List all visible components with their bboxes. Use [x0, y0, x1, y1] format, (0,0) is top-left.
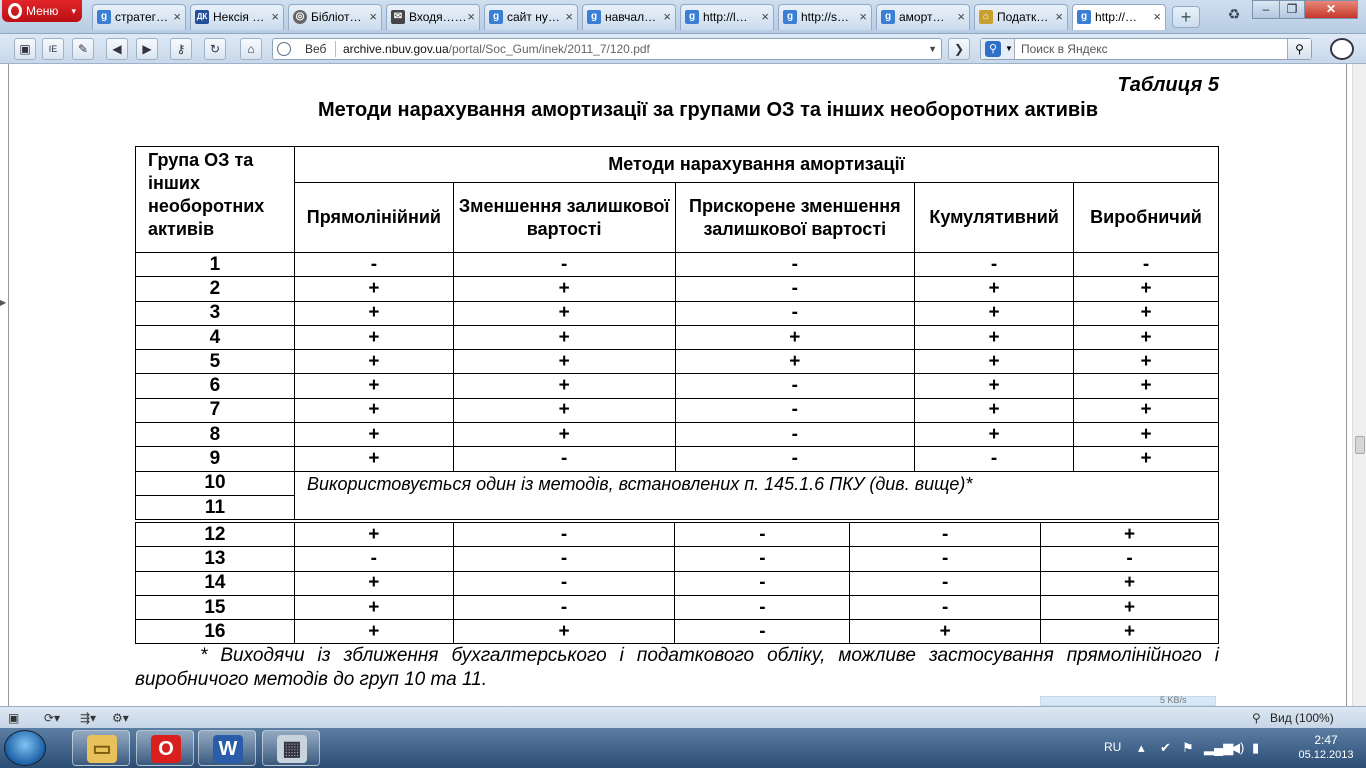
table-row [136, 547, 1219, 571]
method-cell: + [453, 277, 675, 301]
method-cell: + [453, 620, 675, 644]
clock-date: 05.12.2013 [1298, 749, 1354, 761]
browser-tab[interactable] [288, 4, 382, 30]
method-cell: + [850, 620, 1041, 644]
calculator-icon[interactable]: ▦ [262, 730, 320, 766]
method-cell: - [675, 447, 915, 471]
method-cell: - [675, 277, 915, 301]
window-controls [1252, 0, 1362, 20]
minimize-button[interactable]: – [1252, 0, 1280, 19]
close-tab-icon[interactable]: × [467, 9, 475, 24]
panel-toggle-icon[interactable]: ▣ [8, 711, 20, 725]
method-cell: - [1074, 253, 1219, 277]
new-tab-button[interactable]: + [1172, 6, 1200, 28]
browser-tab[interactable] [190, 4, 284, 30]
column-header: Виробничий [1074, 183, 1219, 253]
back-button[interactable]: ◀ [106, 38, 128, 60]
key-icon[interactable]: ⚷ [170, 38, 192, 60]
group-cell: 14 [136, 571, 295, 595]
restore-button[interactable]: ❐ [1279, 0, 1305, 19]
table-row [136, 374, 1219, 398]
tab-label: http://… [1095, 10, 1138, 24]
settings-icon[interactable]: ⚙▾ [112, 711, 129, 725]
method-cell: + [453, 325, 675, 349]
search-input[interactable]: Поиск в Яндекс [1021, 42, 1108, 56]
save-icon[interactable]: ▣ [14, 38, 36, 60]
browser-tab[interactable] [1072, 4, 1166, 30]
method-cell: - [850, 571, 1041, 595]
group-cell: 11 [136, 495, 295, 519]
address-bar[interactable] [272, 38, 942, 60]
go-button[interactable]: ❯ [948, 38, 970, 60]
method-cell: + [294, 571, 453, 595]
method-cell: - [915, 253, 1074, 277]
scrollbar-thumb[interactable] [1355, 436, 1365, 454]
method-cell: + [294, 301, 453, 325]
pdf-page [0, 64, 1352, 706]
method-cell: - [675, 374, 915, 398]
windows-taskbar [0, 728, 1366, 768]
method-cell: + [1041, 620, 1219, 644]
method-cell: + [1074, 447, 1219, 471]
method-cell: + [915, 301, 1074, 325]
method-cell: - [675, 595, 850, 619]
browser-tab-bar [0, 0, 1366, 34]
group-cell: 1 [136, 253, 295, 277]
forward-button[interactable]: ▶ [136, 38, 158, 60]
method-cell: + [294, 447, 453, 471]
table-title: Методи нарахування амортизації за групами ОЗ та інших необоротних активів [317, 99, 1099, 121]
close-tab-icon[interactable]: × [859, 9, 867, 24]
method-cell: - [453, 447, 675, 471]
group-cell: 9 [136, 447, 295, 471]
browser-tab[interactable] [92, 4, 186, 30]
sync-icon[interactable]: ⟳▾ [44, 711, 61, 725]
method-cell: - [1041, 547, 1219, 571]
close-tab-icon[interactable]: × [565, 9, 573, 24]
method-cell: - [294, 253, 453, 277]
merged-note: Використовується один із методів, встановлених п. 145.1.6 ПКУ (див. вище)* [294, 471, 1218, 520]
close-button[interactable]: ✕ [1304, 0, 1358, 19]
table-caption: Таблиця 5 [1117, 74, 1219, 96]
explorer-icon[interactable]: ▭ [72, 730, 130, 766]
footnote: * Виходячи із зближення бухгалтерського і податкового обліку, можливе застосування прямолінійного і виробничого методів до груп 10 та 11. [135, 645, 1219, 690]
close-tab-icon[interactable]: × [173, 9, 181, 24]
search-engine-selector[interactable] [981, 39, 1015, 59]
zoom-icon: ⚲ [1252, 711, 1261, 725]
clock-icon[interactable] [1330, 38, 1354, 60]
method-cell: + [675, 350, 915, 374]
method-cell: + [453, 398, 675, 422]
method-cell: - [850, 547, 1041, 571]
method-cell: - [675, 398, 915, 422]
clock[interactable] [1296, 733, 1356, 763]
browser-tab[interactable] [484, 4, 578, 30]
method-cell: + [1074, 277, 1219, 301]
group-cell: 16 [136, 620, 295, 644]
address-mode-label: Веб [305, 42, 327, 56]
tab-label: http://s… [801, 10, 850, 24]
method-cell: + [294, 523, 453, 547]
flag-icon[interactable]: ⚑ [1182, 740, 1194, 755]
ie-mode-icon[interactable]: IE [42, 38, 64, 60]
download-speed: 5 KB/s [1160, 695, 1187, 705]
group-cell: 2 [136, 277, 295, 301]
google-icon: g [881, 10, 895, 24]
group-cell: 3 [136, 301, 295, 325]
method-cell: + [294, 398, 453, 422]
method-cell: - [675, 523, 850, 547]
volume-icon[interactable]: ◀) [1230, 740, 1245, 755]
method-cell: + [453, 350, 675, 374]
method-cell: + [294, 325, 453, 349]
globe-icon [277, 42, 291, 56]
method-cell: + [1041, 523, 1219, 547]
method-cell: - [453, 595, 675, 619]
search-go-button[interactable]: ⚲ [1287, 39, 1311, 59]
table-row [136, 620, 1219, 644]
method-cell: + [1074, 301, 1219, 325]
google-icon: g [587, 10, 601, 24]
opera-icon[interactable]: O [136, 730, 194, 766]
tab-label: Податк… [997, 10, 1049, 24]
browser-toolbar [0, 34, 1366, 64]
close-tab-icon[interactable]: × [663, 9, 671, 24]
table-row [136, 423, 1219, 447]
url-text[interactable]: archive.nbuv.gov.ua/portal/Soc_Gum/inek/2011_7/120.pdf [343, 42, 650, 56]
table-row [136, 595, 1219, 619]
tab-label: сайт ну… [507, 10, 560, 24]
table-row [136, 350, 1219, 374]
system-tray [1090, 728, 1366, 768]
method-cell: + [1074, 374, 1219, 398]
tab-label: навчал… [605, 10, 657, 24]
group-cell: 13 [136, 547, 295, 571]
method-cell: + [453, 374, 675, 398]
chevron-down-icon: ▼ [1005, 44, 1013, 53]
browser-tab[interactable] [974, 4, 1068, 30]
google-icon: g [97, 10, 111, 24]
chevron-down-icon: ▾ [71, 6, 76, 16]
column-header: Зменшення залишкової вартості [453, 183, 675, 253]
menu-button[interactable] [2, 0, 82, 22]
pencil-icon[interactable]: ✎ [72, 38, 94, 60]
group-cell: 5 [136, 350, 295, 374]
opera-logo-icon [8, 3, 22, 19]
trash-icon[interactable]: ♻ [1227, 6, 1241, 22]
browser-tab[interactable] [386, 4, 480, 30]
method-cell: - [675, 620, 850, 644]
method-cell: - [675, 301, 915, 325]
google-icon: g [489, 10, 503, 24]
close-tab-icon[interactable]: × [761, 9, 769, 24]
method-cell: - [675, 423, 915, 447]
download-widget [1040, 696, 1216, 706]
method-cell: + [453, 423, 675, 447]
group-cell: 10 [136, 471, 295, 495]
word-icon[interactable]: W [198, 730, 256, 766]
tab-label: http://l… [703, 10, 748, 24]
method-cell: - [294, 547, 453, 571]
method-cell: - [915, 447, 1074, 471]
chevron-up-icon[interactable]: ▴ [1138, 740, 1145, 755]
antivirus-icon[interactable]: ✔ [1160, 740, 1171, 755]
tab-label: Входя…… [409, 10, 467, 24]
column-header: Прискорене зменшення залишкової вартості [675, 183, 915, 253]
close-tab-icon[interactable]: × [957, 9, 965, 24]
network-icon[interactable]: ▂▄▆ [1204, 740, 1234, 755]
group-cell: 15 [136, 595, 295, 619]
clock-time: 2:47 [1314, 733, 1338, 747]
group-cell: 8 [136, 423, 295, 447]
google-icon: g [1077, 10, 1091, 24]
method-cell: + [1074, 325, 1219, 349]
table-row [136, 571, 1219, 595]
table-row [136, 277, 1219, 301]
browser-tab[interactable] [582, 4, 676, 30]
method-cell: + [915, 374, 1074, 398]
method-cell: - [453, 571, 675, 595]
method-cell: + [294, 277, 453, 301]
method-cell: + [1074, 423, 1219, 447]
method-cell: - [453, 253, 675, 277]
table-row [136, 398, 1219, 422]
close-tab-icon[interactable]: × [1153, 9, 1161, 24]
start-button[interactable] [4, 730, 46, 766]
status-bar [0, 695, 1366, 728]
table-row [136, 301, 1219, 325]
group-cell: 6 [136, 374, 295, 398]
methods-header: Методи нарахування амортизації [294, 147, 1218, 183]
amortization-table [135, 146, 1219, 520]
group-cell: 7 [136, 398, 295, 422]
turbo-icon[interactable]: ⇶▾ [80, 711, 97, 725]
tab-label: Нексія … [213, 10, 265, 24]
column-header: Кумулятивний [915, 183, 1074, 253]
method-cell: + [453, 301, 675, 325]
tab-label: Бібліот… [311, 10, 362, 24]
method-cell: + [1074, 350, 1219, 374]
google-icon: g [783, 10, 797, 24]
method-cell: + [1041, 571, 1219, 595]
close-tab-icon[interactable]: × [1055, 9, 1063, 24]
method-cell: - [850, 595, 1041, 619]
google-icon: g [685, 10, 699, 24]
method-cell: + [915, 398, 1074, 422]
search-icon: ⚲ [985, 41, 1001, 57]
library-icon: ◎ [293, 10, 307, 24]
method-cell: - [675, 253, 915, 277]
menu-label: Меню [26, 4, 59, 18]
tab-label: стратег… [115, 10, 168, 24]
method-cell: + [294, 595, 453, 619]
method-cell: + [1041, 595, 1219, 619]
method-cell: + [1074, 398, 1219, 422]
table-row [136, 447, 1219, 471]
amortization-table-continued [135, 522, 1219, 644]
browser-tab[interactable] [778, 4, 872, 30]
tax-icon: ⌂ [979, 10, 993, 24]
method-cell: + [294, 423, 453, 447]
method-cell: + [294, 374, 453, 398]
method-cell: - [675, 571, 850, 595]
group-cell: 12 [136, 523, 295, 547]
search-box[interactable] [980, 38, 1312, 60]
chevron-down-icon[interactable]: ▼ [928, 44, 937, 54]
home-button[interactable]: ⌂ [240, 38, 262, 60]
method-cell: + [294, 350, 453, 374]
method-cell: + [915, 350, 1074, 374]
method-cell: - [675, 547, 850, 571]
method-cell: + [915, 277, 1074, 301]
sidebar-toggle-icon[interactable]: ▶ [0, 298, 7, 307]
method-cell: + [675, 325, 915, 349]
group-cell: 4 [136, 325, 295, 349]
device-icon[interactable]: ▮ [1252, 740, 1260, 755]
tab-label: аморт… [899, 10, 945, 24]
vertical-scrollbar[interactable] [1352, 64, 1366, 706]
close-tab-icon[interactable]: × [369, 9, 377, 24]
reload-button[interactable]: ↻ [204, 38, 226, 60]
table-row [136, 523, 1219, 547]
method-cell: - [453, 523, 675, 547]
table-row [136, 253, 1219, 277]
method-cell: + [915, 423, 1074, 447]
method-cell: - [850, 523, 1041, 547]
mail-icon: ✉ [391, 10, 405, 24]
browser-tab[interactable] [876, 4, 970, 30]
browser-tab[interactable] [680, 4, 774, 30]
column-header: Прямолінійний [294, 183, 453, 253]
dk-icon: ДК [195, 10, 209, 24]
language-indicator[interactable]: RU [1104, 740, 1122, 754]
method-cell: - [453, 547, 675, 571]
table-row [136, 325, 1219, 349]
method-cell: + [915, 325, 1074, 349]
zoom-level[interactable]: Вид (100%) [1270, 711, 1334, 725]
close-tab-icon[interactable]: × [271, 9, 279, 24]
group-header: Група ОЗ та інших необоротних активів [136, 147, 295, 253]
method-cell: + [294, 620, 453, 644]
